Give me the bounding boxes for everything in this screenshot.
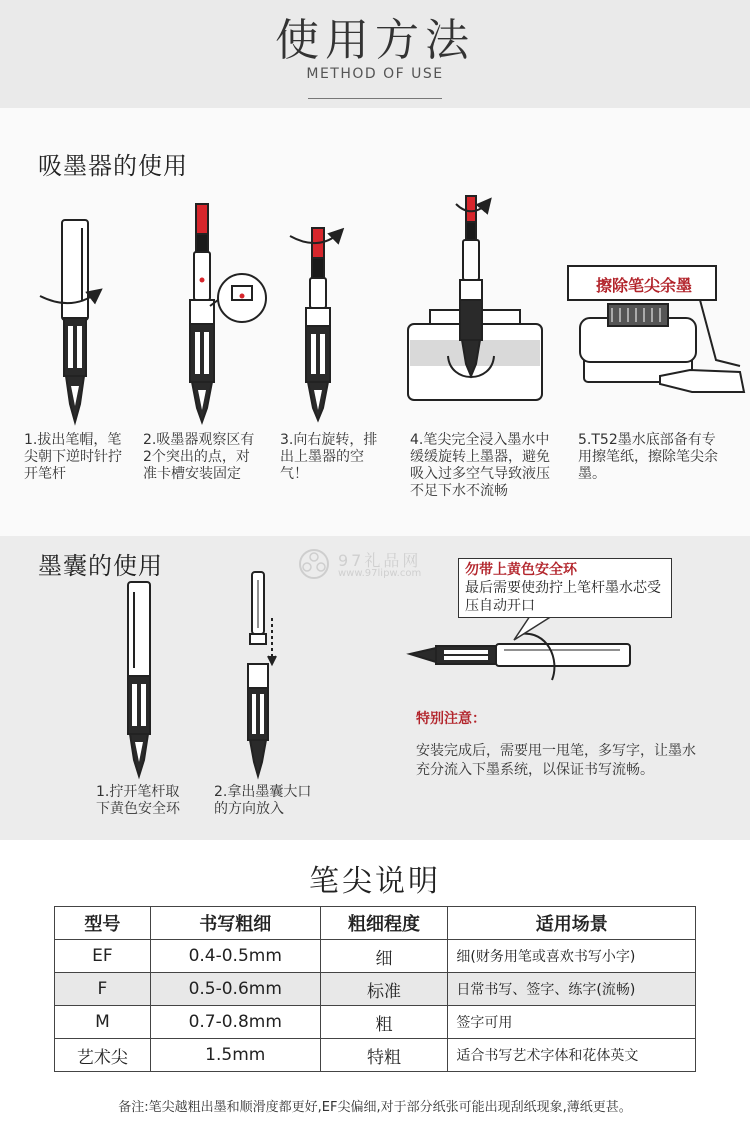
header-model: 型号	[55, 907, 151, 940]
callout	[465, 561, 669, 615]
cartridge-section-title: 墨囊的使用	[38, 552, 163, 580]
nib-usage: 适合书写艺术字体和花体英文	[448, 1039, 696, 1072]
converter-step-1: 1.拔出笔帽，笔尖朝下逆时针拧开笔杆	[24, 432, 122, 482]
nib-model: EF	[55, 940, 151, 973]
cartridge-step-2: 2.拿出墨囊大口的方向放入	[214, 784, 312, 817]
nib-thickness: 特粗	[320, 1039, 448, 1072]
converter-illustrations	[0, 180, 750, 430]
nib-thickness: 粗	[320, 1006, 448, 1039]
nib-model: 艺术尖	[55, 1039, 151, 1072]
nib-width: 1.5mm	[150, 1039, 320, 1072]
table-row	[55, 1039, 696, 1072]
nib-model: F	[55, 973, 151, 1006]
header-divider	[308, 98, 442, 99]
header-width: 书写粗细	[150, 907, 320, 940]
ink-fill-illustration	[408, 196, 542, 400]
converter-step-5: 5.T52墨水底部备有专用擦笔纸，擦除笔尖余墨。	[578, 432, 718, 482]
callout-warning: 勿带上黄色安全环	[465, 562, 577, 578]
nib-model: M	[55, 1006, 151, 1039]
cartridge-insert-illustration	[248, 572, 276, 776]
nib-table-header	[55, 907, 696, 940]
watermark-url: www.97lipw.com	[338, 568, 422, 579]
header-usage: 适用场景	[448, 907, 696, 940]
converter-step-2: 2.吸墨器观察区有2个突出的点，对准卡槽安装固定	[143, 432, 255, 482]
nib-thickness: 标准	[320, 973, 448, 1006]
table-row	[55, 973, 696, 1006]
page-subtitle: METHOD OF USE	[306, 66, 444, 82]
header-thickness: 粗细程度	[320, 907, 448, 940]
pen-horizontal-illustration	[410, 634, 630, 680]
nib-section-title: 笔尖说明	[309, 864, 441, 899]
converter-section-title: 吸墨器的使用	[38, 152, 188, 180]
table-row	[55, 940, 696, 973]
cartridge-step-1: 1.拧开笔杆取下黄色安全环	[96, 784, 180, 817]
converter-insert-illustration	[190, 204, 266, 422]
pen-closed-illustration	[62, 220, 88, 422]
nib-usage: 日常书写、签字、练字(流畅)	[448, 973, 696, 1006]
wipe-nib-tag: 擦除笔尖余墨	[595, 276, 692, 295]
nib-width: 0.5-0.6mm	[150, 973, 320, 1006]
nib-width: 0.7-0.8mm	[150, 1006, 320, 1039]
pen-open-illustration	[128, 582, 150, 776]
converter-step-4: 4.笔尖完全浸入墨水中缓缓旋转上墨器，避免吸入过多空气导致液压不足下水不流畅	[410, 432, 550, 499]
nib-width: 0.4-0.5mm	[150, 940, 320, 973]
page-title: 使用方法	[275, 15, 475, 66]
footnote: 备注:笔尖越粗出墨和顺滑度都更好,EF尖偏细,对于部分纸张可能出现刮纸现象,薄纸更甚。	[118, 1100, 632, 1115]
nib-thickness: 细	[320, 940, 448, 973]
callout-text: 最后需要使劲拧上笔杆墨水芯受压自动开口	[465, 580, 661, 614]
nib-table	[54, 906, 696, 1072]
nib-usage: 签字可用	[448, 1006, 696, 1039]
note-title: 特别注意：	[416, 711, 486, 727]
converter-step-3: 3.向右旋转，排出上墨器的空气！	[280, 432, 378, 482]
nib-usage: 细(财务用笔或喜欢书写小字)	[448, 940, 696, 973]
table-row	[55, 1006, 696, 1039]
converter-rotate-illustration	[306, 228, 330, 420]
watermark-cn: 97礼品网	[338, 551, 422, 570]
note-body: 安装完成后，需要甩一甩笔，多写字，让墨水充分流入下墨系统，以保证书写流畅。	[416, 743, 696, 778]
